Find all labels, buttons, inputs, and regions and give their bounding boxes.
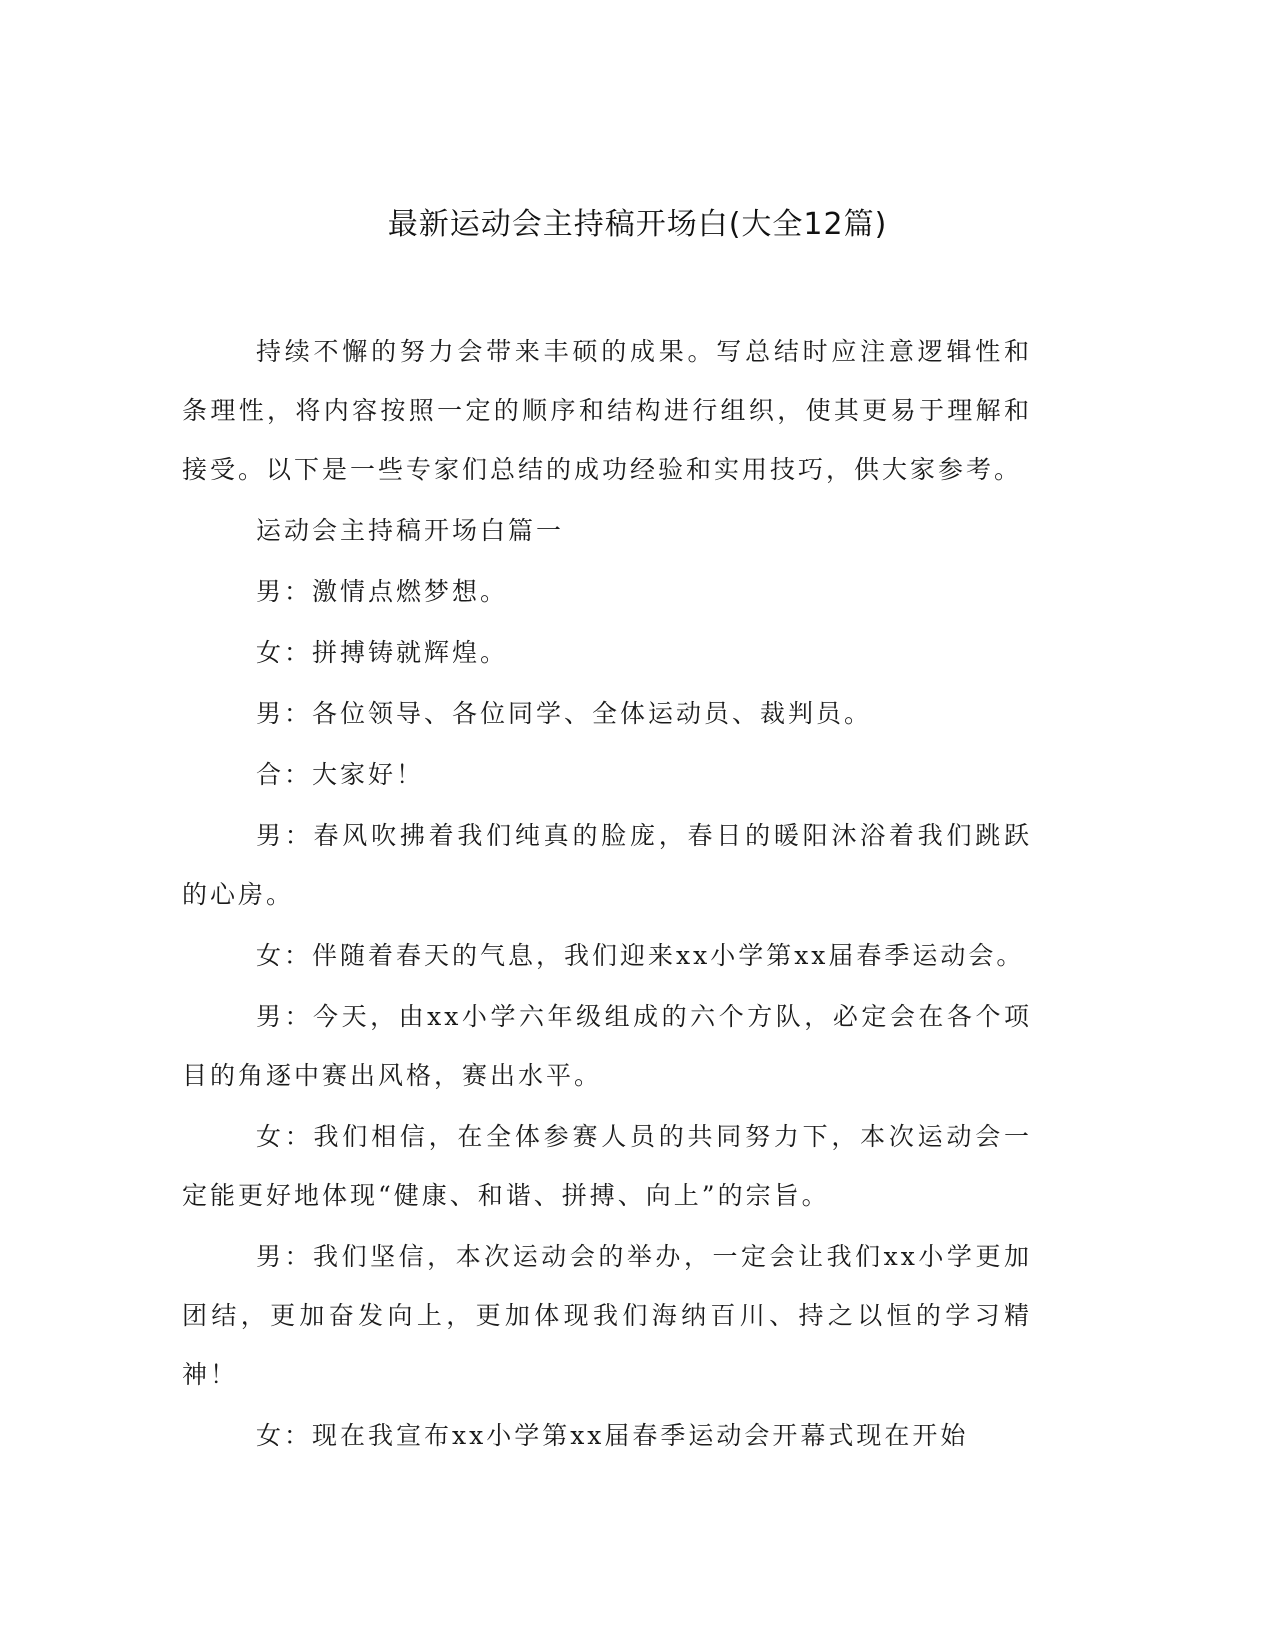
dialogue-line: 男：各位领导、各位同学、全体运动员、裁判员。: [256, 699, 873, 728]
dialogue-line: 男：我们坚信，本次运动会的举办，一定会让我们xx小学更加团结，更加奋发向上，更加体现我们海纳百川、持之以恒的学习精神！: [182, 1242, 1032, 1389]
dialogue-line: 男：春风吹拂着我们纯真的脸庞，春日的暖阳沐浴着我们跳跃的心房。: [182, 821, 1032, 909]
document-title: 最新运动会主持稿开场白(大全12篇): [387, 207, 888, 242]
section-heading: 运动会主持稿开场白篇一: [256, 516, 565, 545]
dialogue-line: 女：伴随着春天的气息，我们迎来xx小学第xx届春季运动会。: [256, 941, 1025, 970]
dialogue-line: 女：我们相信，在全体参赛人员的共同努力下，本次运动会一定能更好地体现“健康、和谐、拼搏、向上”的宗旨。: [182, 1122, 1032, 1210]
paragraph-intro: 持续不懈的努力会带来丰硕的成果。写总结时应注意逻辑性和条理性，将内容按照一定的顺序和结构进行组织，使其更易于理解和接受。以下是一些专家们总结的成功经验和实用技巧，供大家参考。: [182, 337, 1032, 484]
dialogue-line: 女：现在我宣布xx小学第xx届春季运动会开幕式现在开始: [256, 1421, 969, 1450]
dialogue-line: 男：今天，由xx小学六年级组成的六个方队，必定会在各个项目的角逐中赛出风格，赛出水平。: [182, 1002, 1032, 1090]
dialogue-line: 男：激情点燃梦想。: [256, 577, 509, 606]
dialogue-line: 合：大家好！: [256, 760, 425, 789]
document-body: [182, 322, 1032, 1467]
dialogue-line: 女：拼搏铸就辉煌。: [256, 638, 509, 667]
